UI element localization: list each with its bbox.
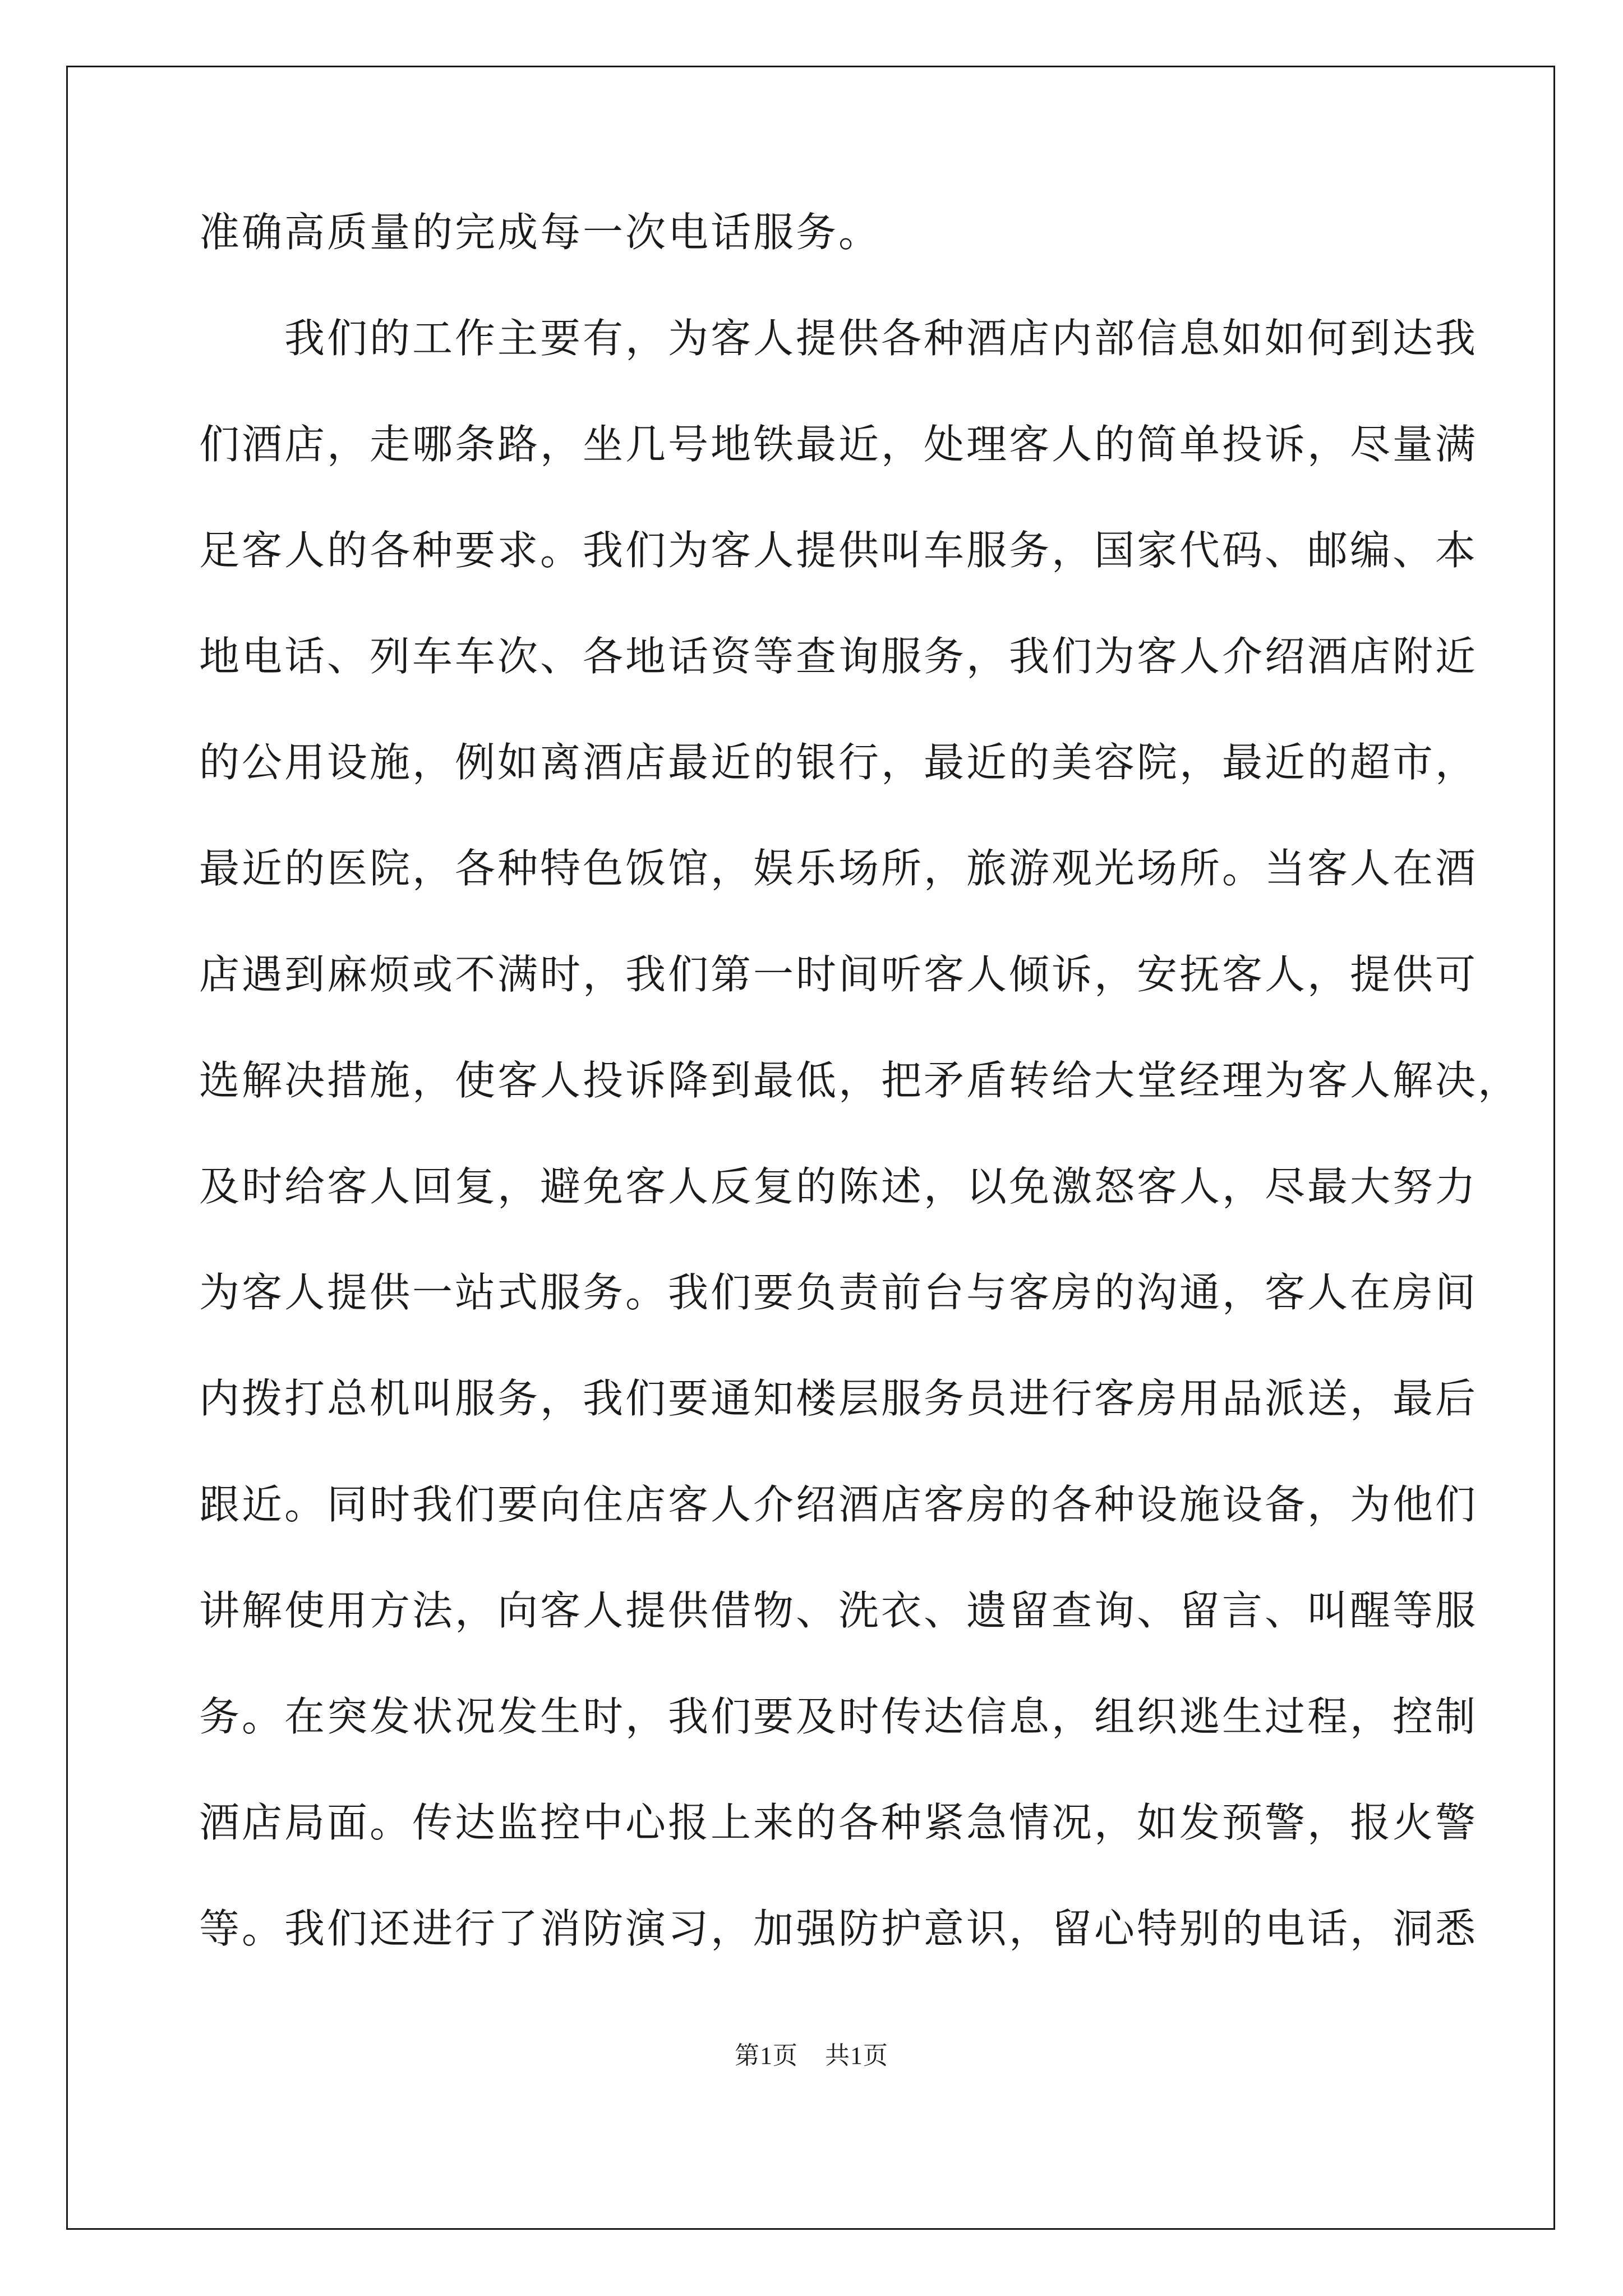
text-line: 最近的医院，各种特色饭馆，娱乐场所，旅游观光场所。当客人在酒 [199, 845, 1478, 892]
text-line: 为客人提供一站式服务。我们要负责前台与客房的沟通，客人在房间 [199, 1269, 1478, 1316]
text-line: 们酒店，走哪条路，坐几号地铁最近，处理客人的简单投诉，尽量满 [199, 421, 1478, 468]
text-line: 我们的工作主要有，为客人提供各种酒店内部信息如如何到达我 [199, 315, 1478, 362]
text-line: 地电话、列车车次、各地话资等查询服务，我们为客人介绍酒店附近 [199, 633, 1478, 680]
text-line: 准确高质量的完成每一次电话服务。 [199, 209, 882, 256]
text-line: 足客人的各种要求。我们为客人提供叫车服务，国家代码、邮编、本 [199, 527, 1478, 574]
text-line: 内拨打总机叫服务，我们要通知楼层服务员进行客房用品派送，最后 [199, 1375, 1478, 1422]
text-line: 务。在突发状况发生时，我们要及时传达信息，组织逃生过程，控制 [199, 1693, 1478, 1740]
text-line: 选解决措施，使客人投诉降到最低，把矛盾转给大堂经理为客人解决， [199, 1057, 1521, 1104]
text-line: 及时给客人回复，避免客人反复的陈述，以免激怒客人，尽最大努力 [199, 1163, 1478, 1210]
page-footer [0, 2042, 1623, 2070]
page-total: 共1页 [825, 2042, 888, 2069]
text-line: 酒店局面。传达监控中心报上来的各种紧急情况，如发预警，报火警 [199, 1799, 1478, 1846]
text-line: 等。我们还进行了消防演习，加强防护意识，留心特别的电话，洞悉 [199, 1905, 1478, 1952]
text-line: 跟近。同时我们要向住店客人介绍酒店客房的各种设施设备，为他们 [199, 1481, 1478, 1528]
document-body [199, 209, 1521, 2014]
text-line: 讲解使用方法，向客人提供借物、洗衣、遗留查询、留言、叫醒等服 [199, 1587, 1478, 1634]
text-line: 店遇到麻烦或不满时，我们第一时间听客人倾诉，安抚客人，提供可 [199, 951, 1478, 998]
text-line: 的公用设施，例如离酒店最近的银行，最近的美容院，最近的超市， [199, 739, 1478, 786]
page-number: 第1页 [735, 2042, 798, 2069]
